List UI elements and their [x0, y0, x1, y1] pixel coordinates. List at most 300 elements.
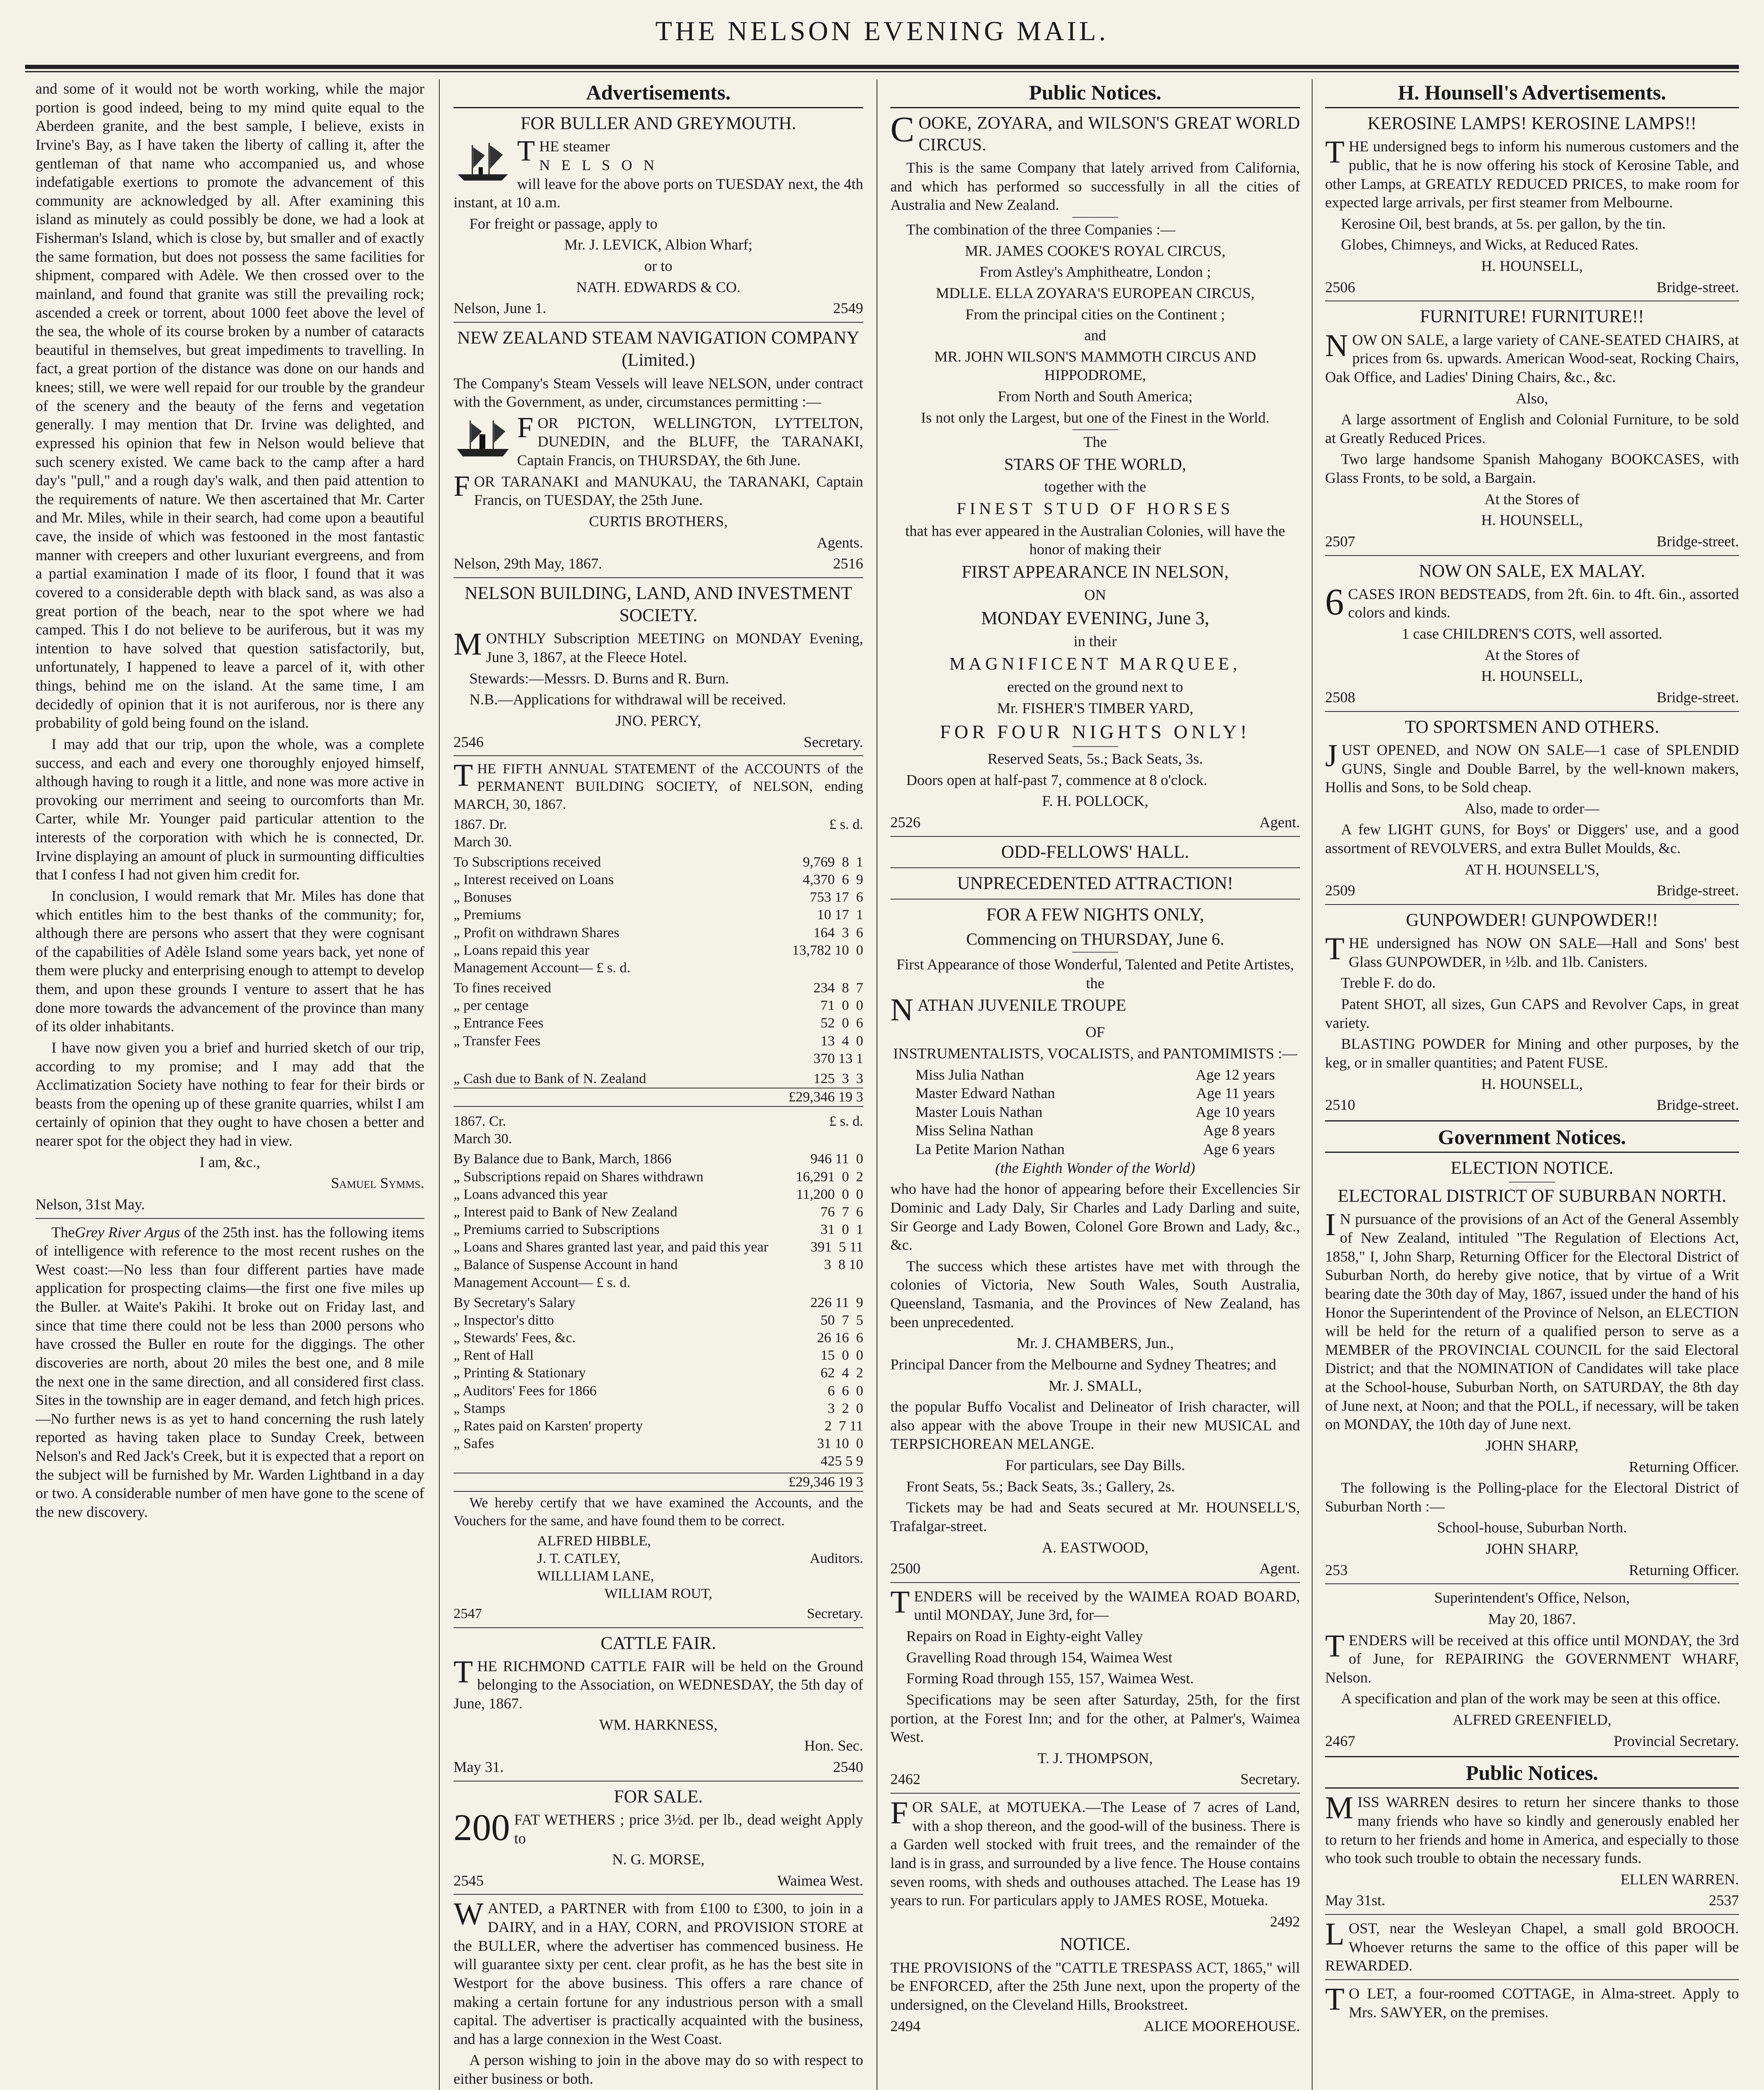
- table-cell-label: „ Printing & Stationary: [454, 1365, 586, 1381]
- cast-name: Master Louis Nathan: [915, 1103, 1043, 1120]
- table-row: [454, 871, 863, 889]
- ad-agent: ALFRED GREENFIELD,: [1453, 1711, 1611, 1728]
- table-cell-value: 2 7 11: [824, 1418, 863, 1434]
- ad-footer: [454, 1758, 863, 1776]
- ad-text: Repairs on Road in Eighty-eight Valley: [906, 1628, 1143, 1645]
- circus-item: MDLLE. ELLA ZOYARA'S EUROPEAN CIRCUS,: [936, 284, 1255, 301]
- ad-body: ISS WARREN desires to return her sincere thanks to those many friends who have so kindly and generously enabled her to return to her friends and home in America, and especially to those who took such trouble to obtain the necessary funds.: [1325, 1794, 1739, 1867]
- circus-origin: From the principal cities on the Continent ;: [965, 306, 1225, 323]
- ad-partner-wanted: [454, 1896, 863, 2090]
- ad-place: Bridge-street.: [1657, 882, 1739, 899]
- ad-text: [1325, 581, 1739, 623]
- ad-text: Specifications may be seen after Saturday, 25th, for the first portion, at the Forest Inn; and for the other, at Palmer's, Waimea West.: [890, 1691, 1300, 1746]
- ad-text: [1325, 931, 1739, 971]
- ad-text: The: [1083, 433, 1107, 451]
- table-row: [454, 1329, 863, 1347]
- ad-agent: F. H. POLLOCK,: [1042, 793, 1149, 810]
- ad-building-society: [454, 582, 863, 751]
- ad-body: ONTHLY Subscription MEETING on MONDAY Evening, June 3, 1867, at the Fleece Hotel.: [486, 630, 863, 666]
- ad-agent: JNO. PERCY,: [615, 712, 701, 729]
- drop-cap: L: [1325, 1917, 1345, 1952]
- cast-age: Age 12 years: [1196, 1066, 1275, 1083]
- ad-number: 2508: [1325, 688, 1355, 706]
- ad-text: [454, 137, 863, 212]
- cast-age: Age 8 years: [1203, 1122, 1275, 1139]
- circus-item: MR. JOHN WILSON'S MAMMOTH CIRCUS AND HIPPODROME,: [934, 348, 1256, 384]
- table-cell-value: 125 3 3: [813, 1070, 863, 1086]
- ad-place: Bridge-street.: [1657, 278, 1739, 296]
- table-cell-label: „ Auditors' Fees for 1866: [454, 1383, 597, 1399]
- table-cell-label: „ Interest received on Loans: [454, 872, 614, 888]
- table-cell-value: 31 10 0: [817, 1435, 863, 1451]
- ad-text: A specification and plan of the work may be seen at this office.: [1341, 1690, 1721, 1707]
- table-subheader: Management Account— £ s. d.: [454, 960, 631, 976]
- ad-heading: ODD-FELLOWS' HALL.: [1001, 842, 1189, 862]
- ad-role: Hon. Sec.: [804, 1737, 863, 1754]
- drop-cap: W: [454, 1896, 484, 1932]
- ad-footer: [890, 2017, 1300, 2036]
- circus-location: Mr. FISHER'S TIMBER YARD,: [997, 699, 1193, 716]
- ad-body: OW ON SALE, a large variety of CANE-SEATED CHAIRS, at prices from 6s. upwards. American Wood-seat, Rocking Chairs, Oak Office, and Ladies' Dining Chairs, &c., &c.: [1325, 331, 1739, 385]
- divider: [454, 1781, 863, 1782]
- table-row: [454, 1032, 863, 1050]
- ad-text: [454, 1654, 863, 1713]
- ad-text: Superintendent's Office, Nelson,: [1434, 1589, 1630, 1606]
- ad-text: [1325, 1628, 1739, 1687]
- ad-body: OR SALE, at MOTUEKA.—The Lease of 7 acres of Land, with a shop thereon, and the good-will of the business. There is a Garden well stocked with fruit trees, and the remainder of the land is in grass, and surrounded by a live fence. The House contains seven rooms, with sheds and outhouses attached. The Lease has 19 years to run. For particulars apply to JAMES ROSE, Motueka.: [890, 1799, 1300, 1909]
- ad-footer: [890, 1559, 1300, 1578]
- table-cell-label: „ Transfer Fees: [454, 1033, 540, 1049]
- drop-cap: N: [1325, 328, 1348, 363]
- section-header: Public Notices.: [1325, 1756, 1739, 1789]
- divider: [1325, 1914, 1739, 1915]
- drop-cap: T: [1325, 931, 1345, 967]
- ad-text: [890, 1584, 1300, 1624]
- table-cell-value: 71 0 0: [821, 998, 863, 1014]
- table-cell-value: 164 3 6: [813, 925, 863, 940]
- ad-number: 2462: [890, 1771, 920, 1788]
- table-row: [454, 1435, 863, 1453]
- ad-text: [1325, 1207, 1739, 1434]
- table-total: £29,346 19 3: [454, 1473, 863, 1492]
- table-cell-label: By Secretary's Salary: [454, 1295, 576, 1310]
- table-cell-label: „ Profit on withdrawn Shares: [454, 925, 619, 940]
- divider: [1325, 555, 1739, 556]
- ad-text: For freight or passage, apply to: [469, 215, 658, 232]
- auditor-names: [537, 1532, 654, 1585]
- table-row: [454, 1186, 863, 1203]
- table-cell-label: „ Subscriptions repaid on Shares withdrawn: [454, 1169, 704, 1185]
- ad-agent: N. G. MORSE,: [612, 1851, 705, 1868]
- ad-body: O LET, a four-roomed COTTAGE, in Alma-street. Apply to Mrs. SAWYER, on the premises.: [1348, 1985, 1739, 2021]
- ad-place: Bridge-street.: [1657, 1096, 1739, 1114]
- ad-text: This is the same Company that lately arrived from California, and which has performed so successfully in all the cities of Australia and New Zealand.: [890, 159, 1300, 214]
- divider: [1325, 711, 1739, 712]
- ad-text: The Company's Steam Vessels will leave NELSON, under contract with the Government, as under, circumstances permitting :—: [454, 375, 863, 410]
- ad-body: HE undersigned has NOW ON SALE—Hall and Sons' best Glass GUNPOWDER, in ½lb. and 1lb. Canisters.: [1348, 935, 1739, 970]
- ad-text: Globes, Chimneys, and Wicks, at Reduced Rates.: [1341, 236, 1639, 253]
- ad-number: 2526: [890, 814, 920, 831]
- table-row: [454, 924, 863, 942]
- drop-cap: F: [454, 470, 470, 502]
- short-rule: [1072, 217, 1118, 218]
- divider: [454, 1627, 863, 1628]
- ad-text: who have had the honor of appearing before their Excellencies Sir Dominic and Lady Daly, Sir Charles and Lady Darling and suite, Sir George and Lady Bowen, Colonel Gore Brown and Lady, &c., &c.: [890, 1180, 1300, 1254]
- ad-text: [454, 1896, 863, 2048]
- column-letter: [36, 79, 424, 2090]
- table-cell-label: „ Stewards' Fees, &c.: [454, 1330, 576, 1346]
- ad-body: N pursuance of the provisions of an Act of the General Assembly of New Zealand, intituled "The Regulation of Elections Act, 1858," I, John Sharp, Returning Officer for the Electoral District of Suburban North, do hereby give notice, that by virtue of a Writ bearing date the 30th day of May, 1867, issued under the hand of his Honor the Superintendent of the Province of Nelson, an ELECTION will be held for the return of a qualified person to serve as a MEMBER of the PROVINCIAL COUNCIL for the said Electoral District; and that the NOMINATION of Candidates will take place at the School-house, Suburban North, on SATURDAY, the 8th day of June next, at Noon; and that the POLL, if necessary, will be taken on MONDAY, the 10th day of June next.: [1325, 1211, 1739, 1433]
- ad-footer: [1325, 1732, 1739, 1751]
- ad-number: 253: [1325, 1561, 1348, 1578]
- ad-number: 2500: [890, 1560, 920, 1577]
- ad-agent: T. J. THOMPSON,: [1037, 1749, 1153, 1766]
- sailing-ship-icon: [454, 139, 512, 185]
- ad-footer: [890, 1770, 1300, 1789]
- table-row: [454, 854, 863, 871]
- ad-number: 2546: [454, 733, 484, 750]
- ad-number: 2545: [454, 1872, 484, 1889]
- drop-cap: F: [890, 1795, 908, 1831]
- section-header: Public Notices.: [890, 79, 1300, 108]
- ad-text: [454, 472, 863, 510]
- table-cell-label: „ Entrance Fees: [454, 1015, 544, 1031]
- cast-row: [915, 1065, 1275, 1084]
- table-row: [454, 1364, 863, 1382]
- ad-heading: FOR BULLER AND GREYMOUTH.: [520, 114, 796, 133]
- table-cell-label: „ Premiums carried to Subscriptions: [454, 1222, 660, 1238]
- ad-text: ON: [1084, 586, 1106, 604]
- ad-text: At the Stores of: [1484, 646, 1580, 663]
- table-cell-value: 753 17 6: [810, 890, 863, 905]
- table-cell-value: 4,370 6 9: [803, 872, 863, 888]
- argus-paragraph: [36, 1223, 424, 1522]
- ad-heading: TO SPORTSMEN AND OTHERS.: [1405, 717, 1659, 737]
- ad-heading: NOW ON SALE, EX MALAY.: [1419, 561, 1645, 581]
- drop-cap: M: [1325, 1790, 1354, 1826]
- table-cell-label: „ Loans advanced this year: [454, 1186, 608, 1202]
- ad-text: Gravelling Road through 154, Waimea West: [906, 1649, 1173, 1666]
- table-row: [454, 1239, 863, 1256]
- ad-text: Treble F. do do.: [1341, 974, 1436, 991]
- auditor-name: WILLLIAM LANE,: [537, 1568, 654, 1584]
- ad-body: CASES IRON BEDSTEADS, from 2ft. 6in. to 4ft. 6in., assorted colors and kinds.: [1348, 585, 1739, 621]
- ad-number: 2549: [833, 300, 863, 317]
- ad-text: A few LIGHT GUNS, for Boys' or Diggers' use, and a good assortment of REVOLVERS, and extra Bullet Moulds, &c.: [1325, 821, 1739, 856]
- ad-date: Nelson, 29th May, 1867.: [454, 555, 602, 572]
- notice-oddfellows: [890, 841, 1300, 1578]
- ad-number: 2506: [1325, 278, 1355, 296]
- auditor-name: ALFRED HIBBLE,: [537, 1533, 651, 1549]
- drop-cap: F: [517, 411, 533, 444]
- table-side: 1867. Cr.: [454, 1114, 506, 1129]
- circus-origin: From North and South America;: [998, 388, 1193, 405]
- table-cell-value: 31 0 1: [821, 1222, 863, 1238]
- ad-text: Two large handsome Spanish Mahogany BOOKCASES, with Glass Fronts, to be sold, a Bargain.: [1325, 451, 1739, 486]
- ad-text: A large assortment of English and Colonial Furniture, to be sold at Greatly Reduced Prices.: [1325, 411, 1739, 446]
- ad-footer: [454, 299, 863, 318]
- ad-footer: [454, 554, 863, 573]
- divider: [1325, 1583, 1739, 1584]
- auditors-label: Auditors.: [810, 1550, 863, 1566]
- ad-agent: JOHN SHARP,: [1485, 1540, 1579, 1557]
- ad-role: Returning Officer.: [1629, 1561, 1739, 1578]
- table-row: [454, 1256, 863, 1274]
- ad-role: Agent.: [1259, 814, 1300, 831]
- ad-text: First Appearance of those Wonderful, Talented and Petite Artistes, the: [896, 956, 1294, 991]
- ad-body: FAT WETHERS ; price 3½d. per lb., dead weight Apply to: [514, 1811, 863, 1847]
- letter-closing: I am, &c.,: [199, 1153, 260, 1170]
- table-row: [454, 979, 863, 997]
- ad-agent: NATH. EDWARDS & CO.: [576, 278, 741, 296]
- drop-cap: T: [890, 1584, 910, 1620]
- ad-text: [454, 760, 863, 813]
- section-header: Advertisements.: [454, 79, 863, 108]
- column-advertisements: [454, 79, 863, 2090]
- table-cell-value: 16,291 0 2: [795, 1169, 863, 1185]
- ad-date: Nelson, June 1.: [454, 300, 546, 317]
- ad-agent: CURTIS BROTHERS,: [589, 512, 728, 530]
- table-subtotal: 370 13 1: [813, 1050, 863, 1066]
- ad-footer: [454, 733, 863, 752]
- drop-cap: M: [454, 627, 482, 662]
- notice-motueka: [890, 1795, 1300, 1931]
- big-number: 6: [1325, 581, 1344, 623]
- table-row: [454, 997, 863, 1014]
- divider: [890, 899, 1300, 900]
- table-row: [454, 1312, 863, 1329]
- ad-role: Provincial Secretary.: [1614, 1732, 1739, 1749]
- table-row: [454, 942, 863, 959]
- table-cell-value: 76 7 6: [821, 1204, 863, 1220]
- ad-agent: H. HOUNSELL,: [1481, 668, 1583, 685]
- ad-footer: [1325, 688, 1739, 707]
- table-cell-value: 13,782 10 0: [792, 942, 863, 958]
- ad-text: Also,: [1516, 390, 1548, 407]
- ad-text: BLASTING POWDER for Mining and other purposes, by the keg, or in smaller quantities; and Patent FUSE.: [1325, 1035, 1739, 1071]
- ad-footer: [1325, 532, 1739, 551]
- table-header: [454, 816, 863, 833]
- table-cell-label: „ Balance of Suspense Account in hand: [454, 1257, 678, 1273]
- ad-agent: Mr. J. LEVICK, Albion Wharf;: [564, 236, 753, 253]
- ad-body: will leave for the above ports on TUESDAY next, the 4th instant, at 10 a.m.: [454, 175, 863, 211]
- ad-text: that has ever appeared in the Australian Colonies, will have the honor of making their: [905, 522, 1285, 558]
- table-cell-label: „ Premiums: [454, 907, 521, 923]
- divider: [454, 755, 863, 756]
- ad-heading: FOR A FEW NIGHTS ONLY,: [986, 905, 1204, 925]
- ad-heading: [890, 992, 1300, 1028]
- table-subtotal: 425 5 9: [821, 1453, 863, 1469]
- ad-footer: [1325, 1096, 1739, 1114]
- ad-text: Front Seats, 5s.; Back Seats, 3s.; Gallery, 2s.: [906, 1478, 1175, 1495]
- table-cell-value: 62 4 2: [821, 1365, 863, 1381]
- table-cell-label: „ Rent of Hall: [454, 1348, 534, 1364]
- table-date: March 30.: [454, 1131, 512, 1147]
- ad-text: Is not only the Largest, but one of the Finest in the World.: [921, 409, 1269, 426]
- ad-role: Returning Officer.: [1629, 1458, 1739, 1475]
- short-rule: [1509, 1182, 1555, 1183]
- ad-text: [890, 1795, 1300, 1910]
- ad-number: 2510: [1325, 1096, 1355, 1114]
- ad-body: UST OPENED, and NOW ON SALE—1 case of SPLENDID GUNS, Single and Double Barrel, by the well-known makers, Hollis and Sons, to be Sold cheap.: [1325, 741, 1739, 796]
- ad-footer: [1325, 278, 1739, 297]
- ad-text: For particulars, see Day Bills.: [1005, 1457, 1185, 1474]
- ad-role: Agent.: [1259, 1560, 1300, 1577]
- ad-agent: ELLEN WARREN.: [1620, 1871, 1739, 1888]
- letter-dateline: Nelson, 31st May.: [36, 1195, 145, 1213]
- ad-footer: [454, 1871, 863, 1890]
- ad-text: Also, made to order—: [1465, 800, 1599, 817]
- ad-buller: [454, 112, 863, 318]
- table-row: [454, 889, 863, 906]
- ad-body: ENDERS will be received at this office until MONDAY, the 3rd of June, for REPAIRING the GOVERNMENT WHARF, Nelson.: [1325, 1631, 1739, 1686]
- table-subheader: Management Account— £ s. d.: [454, 1274, 631, 1290]
- table-row: [454, 1150, 863, 1168]
- performer-name: Mr. J. CHAMBERS, Jun.,: [1016, 1335, 1174, 1352]
- divider: [1325, 904, 1739, 905]
- ad-number: 2492: [1270, 1913, 1300, 1930]
- ad-agent: H. HOUNSELL,: [1481, 512, 1583, 529]
- drop-cap: T: [1325, 1981, 1345, 2017]
- table-cell-label: „ Inspector's ditto: [454, 1312, 554, 1328]
- short-rule: [1072, 952, 1118, 953]
- ad-text: together with the: [1044, 478, 1146, 495]
- table-cell-value: 3 2 0: [828, 1400, 863, 1416]
- ad-heading: NOTICE.: [1060, 1935, 1131, 1955]
- divider: [890, 836, 1300, 837]
- letter-paragraph: and some of it would not be worth working, while the major portion is good indeed, being to my mind quite equal to the Aberdeen granite, and the best sample, I believe, exists in Irvine's Bay, as I have taken the liberty of calling it, after the gentleman of that name who accompanied us, and whose indefatigable exertions to promote the advancement of this community are acknowledged by all. After examining this island as minutely as could possibly be done, we had a look at Fisherman's Island, which is close by, but smaller and of exactly the same formation, but does not possess the same facilities for shipment, compared with Adèle. We then crossed over to the mainland, and found that granite was still the prevailing rock; ascended a creek or torrent, about 1000 feet above the level of the sea, the whole of its course broken by a number of cataracts beautiful in themselves, but great impediments to travelling. In fact, a great portion of the distance was done on our hands and knees; still, we were well repaid for our trouble by the grandeur of the scenery and the beauty of the ferns and vegetation generally. I may mention that Dr. Irvine was delighted, and expressed his opinion that few in Nelson would believe that such scenery existed. We came back to the camp after a hard day's "pull," and a rough day's walk, and then paid attention to the requirements of nature. We then ascertained that Mr. Carter and Mr. Miles, while in their search, had come upon a beautiful cave, the inside of which was festooned in the most fantastic manner with creepers and other luxuriant evergreens, and from a partial examination I made of its floor, I found that it was covered to a considerable depth with black sand, as was also a great portion of the beach, near to the spot where we had camped. This I do not believe to be auriferous, but it was my intention to have solved that question satisfactorily, but, unfortunately, I happened to leave a parcel of it, with other things, behind me on the island. At the same time, I am decidedly of opinion that it is not auriferous, nor is there any probability of gold being found on the island.: [36, 80, 424, 732]
- ad-text: in their: [1073, 633, 1117, 650]
- letter-paragraph: I may add that our trip, upon the whole, was a complete success, and each and every one thoroughly enjoyed himself, although having to rough it a little, and none was more active in provoking our merriment and seeing to ourcomforts than Mr. Carter, while Mr. Younger paid particular attention to the interests of the corporation with which he is connected, Dr. Irvine displaying an amount of pluck in surmounting difficulties that I confess I had not given him credit for.: [36, 735, 424, 883]
- ad-agent: WILLIAM ROUT,: [604, 1586, 713, 1602]
- table-cell-label: „ Rates paid on Karsten' property: [454, 1418, 643, 1434]
- table-cell-value: 226 11 9: [810, 1295, 863, 1310]
- table-total: £29,346 19 3: [454, 1088, 863, 1107]
- table-cell-label: „ Loans and Shares granted last year, and paid this year: [454, 1239, 768, 1255]
- ad-place: Bridge-street.: [1657, 533, 1739, 550]
- short-rule: [1072, 746, 1118, 747]
- ad-body: ENDERS will be received by the WAIMEA ROAD BOARD, until MONDAY, June 3rd, for—: [914, 1588, 1300, 1624]
- table-cell-value: 15 0 0: [821, 1348, 863, 1364]
- newspaper-title: THE NELSON EVENING MAIL.: [655, 16, 1109, 46]
- ad-date: May 31.: [454, 1758, 504, 1775]
- ad-body: OR PICTON, WELLINGTON, LYTTELTON, DUNEDIN, and the BLUFF, the TARANAKI, Captain Francis, on THURSDAY, the 6th June.: [517, 414, 863, 469]
- ad-body: HE RICHMOND CATTLE FAIR will be held on the Ground belonging to the Association, on WEDNESDAY, the 5th day of June, 1867.: [454, 1657, 863, 1712]
- ad-place: Bridge-street.: [1657, 688, 1739, 706]
- table-cell-value: 10 17 1: [817, 907, 863, 923]
- table-cell-label: „ Interest paid to Bank of New Zealand: [454, 1204, 678, 1220]
- masthead: [0, 0, 1764, 63]
- drop-cap: T: [1325, 135, 1345, 170]
- circus-date: MONDAY EVENING, June 3,: [981, 607, 1209, 628]
- table-row: [454, 1382, 863, 1400]
- table-side: 1867. Dr.: [454, 816, 507, 832]
- table-cell-value: 391 5 11: [810, 1239, 863, 1255]
- ad-text: INSTRUMENTALISTS, VOCALISTS, and PANTOMIMISTS :—: [893, 1045, 1298, 1062]
- table-row: [454, 1203, 863, 1221]
- table-cell-value: 3 8 10: [824, 1257, 863, 1273]
- ad-text: The success which these artistes have met with through the colonies of Victoria, New South Wales, South Australia, Queensland, Tasmania, and the Provinces of New Zealand, has been unprecedented.: [890, 1257, 1300, 1330]
- ad-text: [454, 411, 863, 470]
- table-cell-value: 6 6 0: [828, 1383, 863, 1399]
- ad-text: School-house, Suburban North.: [1437, 1519, 1627, 1536]
- column-rule: [439, 79, 440, 2090]
- table-row: [454, 1070, 863, 1088]
- table-row: [454, 1168, 863, 1186]
- ad-text: [1325, 137, 1739, 212]
- drop-cap: T: [1325, 1628, 1345, 1664]
- ad-agent: ALICE MOOREHOUSE.: [1144, 2017, 1300, 2034]
- ad-date: May 31st.: [1325, 1892, 1385, 1909]
- column-rule: [1312, 79, 1313, 2090]
- ad-number: 2547: [454, 1606, 482, 1622]
- auditor-name: J. T. CATLEY,: [537, 1550, 621, 1566]
- letter-paragraph: I have now given you a brief and hurried sketch of our trip, according to my promise; and I may add that the Acclimatization Society have nothing to fear for their birds or beasts from the opening up of these granite quarries, whilst I am certainly of opinion that they ought to have chosen a better and nearer spot for the object they had in view.: [36, 1039, 424, 1149]
- table-header: [454, 1113, 863, 1130]
- ad-text: [454, 629, 863, 666]
- column-hounsell: [1325, 79, 1739, 2090]
- divider: [890, 867, 1300, 868]
- cast-name: La Petite Marion Nathan: [915, 1141, 1065, 1158]
- table-cell-value: 50 7 5: [821, 1312, 863, 1328]
- cast-row: [915, 1121, 1275, 1140]
- table-row: [454, 1014, 863, 1032]
- big-number: 200: [454, 1807, 510, 1848]
- ad-text: [1325, 1790, 1739, 1868]
- ad-heading: FOR SALE.: [614, 1787, 703, 1807]
- section-header: H. Hounsell's Advertisements.: [1325, 79, 1739, 108]
- ad-agent: JOHN SHARP,: [1485, 1437, 1579, 1454]
- circus-first: FIRST APPEARANCE IN NELSON,: [961, 562, 1229, 582]
- divider: [890, 1582, 1300, 1583]
- ad-text: the popular Buffo Vocalist and Delineator of Irish character, will also appear with the above Troupe in their new MUSICAL and TERPSICHOREAN MELANGE.: [890, 1398, 1300, 1453]
- column-public-notices: [890, 79, 1300, 2090]
- circus-origin: From Astley's Amphitheatre, London ;: [979, 263, 1211, 280]
- table-cell-label: „ Safes: [454, 1435, 495, 1451]
- table-cols: £ s. d.: [829, 1114, 863, 1129]
- ad-footer: [1325, 1891, 1739, 1910]
- ad-text: The combination of the three Companies :—: [906, 221, 1175, 238]
- ad-heading: FURNITURE! FURNITURE!!: [1420, 307, 1644, 327]
- ad-number: 2537: [1709, 1892, 1739, 1909]
- ad-text: erected on the ground next to: [1007, 678, 1183, 695]
- ad-heading: ELECTORAL DISTRICT OF SUBURBAN NORTH.: [1338, 1186, 1726, 1206]
- argus-name: Grey River Argus: [74, 1223, 180, 1241]
- ad-text: Stewards:—Messrs. D. Burns and R. Burn.: [469, 670, 729, 687]
- table-cell-value: 11,200 0 0: [796, 1186, 863, 1202]
- circus-and: and: [1084, 327, 1106, 344]
- cast-age: Age 10 years: [1196, 1103, 1275, 1120]
- circus-title: OOKE, ZOYARA, and WILSON'S GREAT WORLD CIRCUS.: [918, 114, 1300, 155]
- drop-cap: J: [1325, 738, 1338, 773]
- table-row: [454, 1221, 863, 1239]
- table-cols: £ s. d.: [829, 816, 863, 832]
- table-row: [454, 1347, 863, 1364]
- table-cell-label: „ per centage: [454, 998, 529, 1014]
- ad-agent: H. HOUNSELL,: [1481, 1075, 1583, 1092]
- circus-item: MR. JAMES COOKE'S ROYAL CIRCUS,: [965, 242, 1226, 259]
- short-rule: [1072, 429, 1118, 430]
- ad-text: At the Stores of: [1484, 490, 1580, 507]
- ad-text: [454, 1807, 863, 1848]
- ad-text: Tickets may be had and Seats secured at Mr. HOUNSELL'S, Trafalgar-street.: [890, 1499, 1300, 1534]
- ad-number: 2540: [833, 1758, 863, 1775]
- steamship-icon: [454, 415, 512, 461]
- troupe-name: ATHAN JUVENILE TROUPE: [917, 996, 1127, 1015]
- ad-text: THE PROVISIONS of the "CATTLE TRESPASS ACT, 1865," will be ENFORCED, after the 25th June next, upon the property of the undersigned, on the Cleveland Hills, Brookstreet.: [890, 1959, 1300, 2013]
- ad-body: HE undersigned begs to inform his numerous customers and the public, that he is now offering his stock of Kerosine Table, and other Lamps, at GREATLY REDUCED PRICES, to make room for expected large arrivals, per first steamer from Melbourne.: [1325, 138, 1739, 211]
- cast-row: [915, 1084, 1275, 1103]
